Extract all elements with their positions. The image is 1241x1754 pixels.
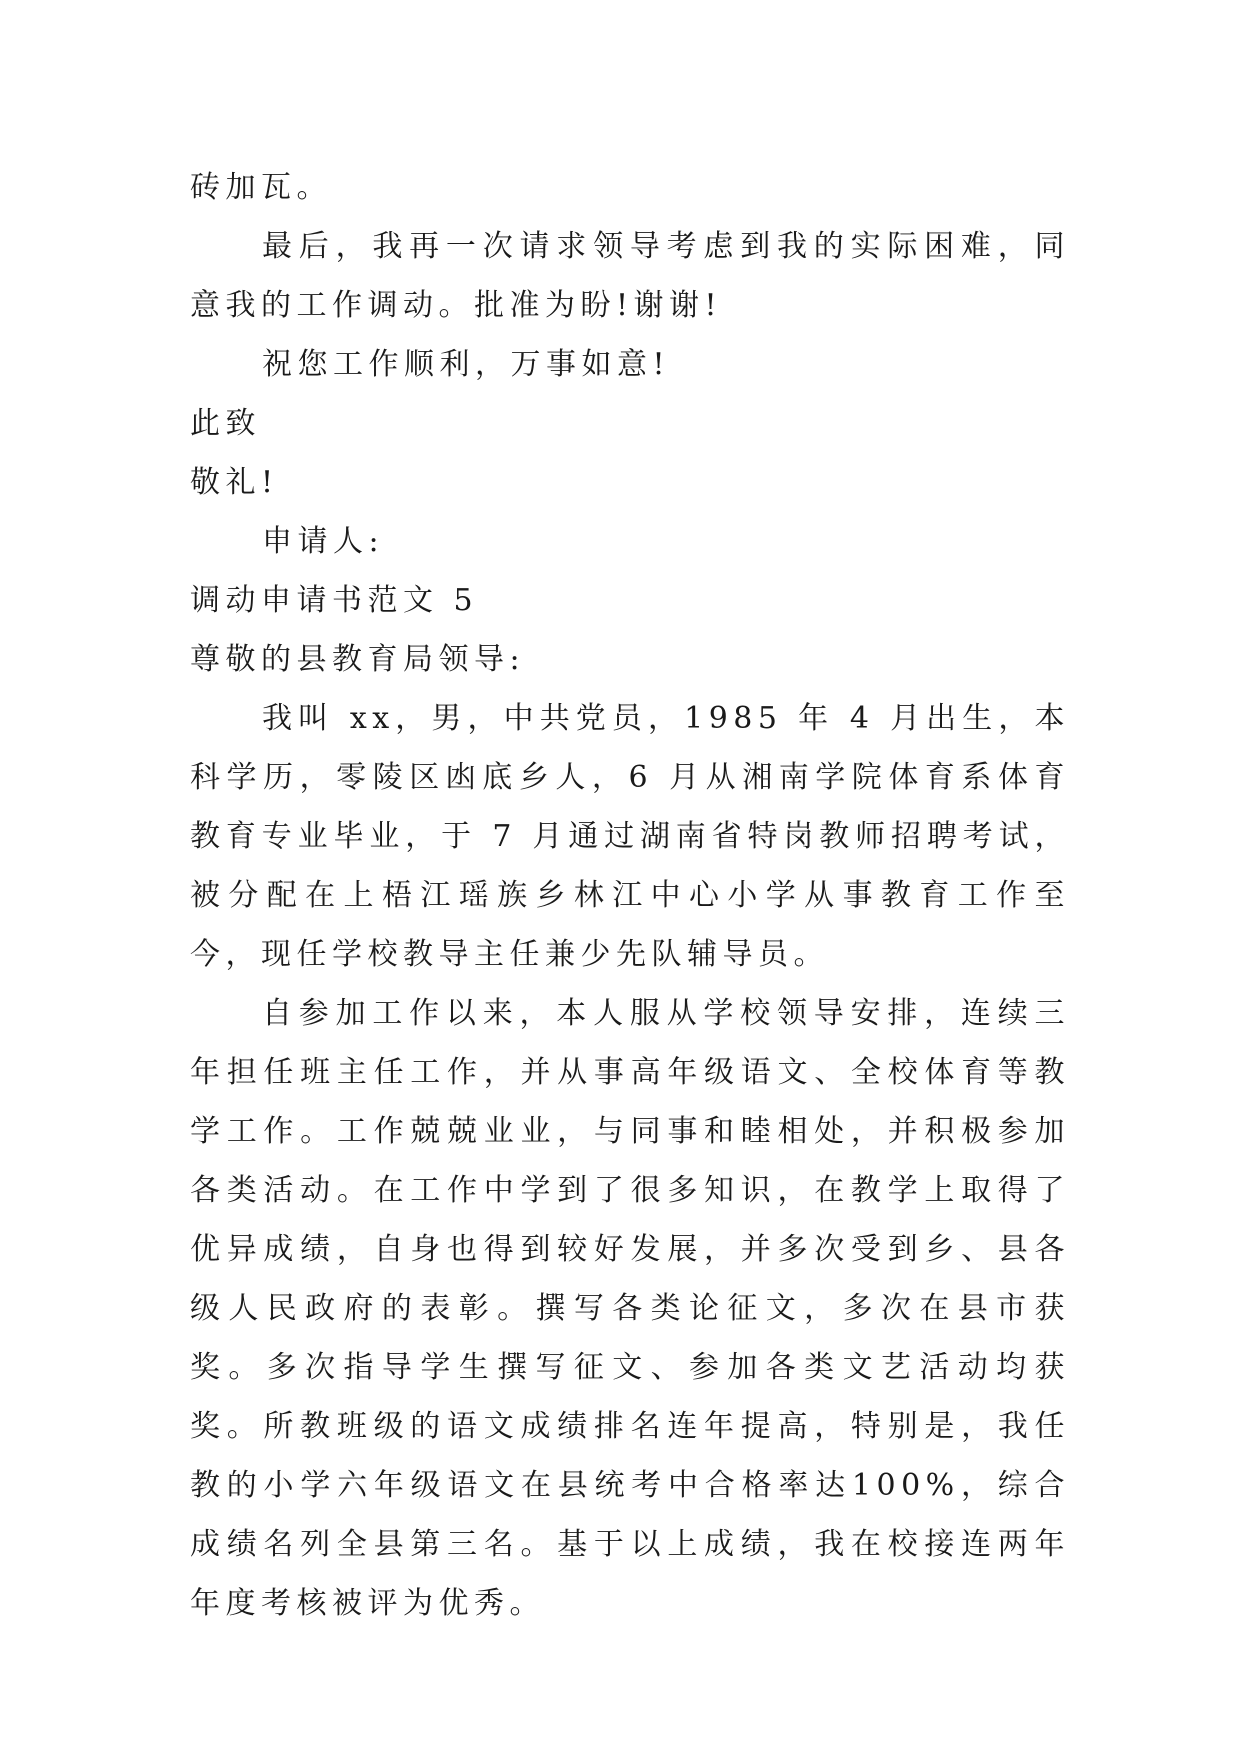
letter-greeting: 尊敬的县教育局领导: bbox=[190, 642, 526, 677]
paragraph-wishes: 祝您工作顺利，万事如意! bbox=[262, 347, 671, 382]
salutation-jingli: 敬礼! bbox=[190, 465, 279, 500]
paragraph-final-request: 最后，我再一次请求领导考虑到我的实际困难，同意我的工作调动。批准为盼!谢谢! bbox=[190, 229, 1070, 323]
paragraph-closing-fragment: 砖加瓦。 bbox=[190, 170, 332, 205]
salutation-cizhi: 此致 bbox=[190, 406, 261, 441]
document-body bbox=[190, 158, 1070, 1633]
paragraph-self-introduction: 我叫 xx，男，中共党员，1985 年 4 月出生，本科学历，零陵区凼底乡人，6 月从湘南学院体育系体育教育专业毕业，于 7 月通过湖南省特岗教师招聘考试，被分配在上梧江瑶族乡林江中心小学从事教育工作至今，现任学校教导主任兼少先队辅导员。 bbox=[190, 701, 1070, 972]
section-heading: 调动申请书范文 5 bbox=[190, 583, 479, 618]
paragraph-work-achievements: 自参加工作以来，本人服从学校领导安排，连续三年担任班主任工作，并从事高年级语文、全校体育等教学工作。工作兢兢业业，与同事和睦相处，并积极参加各类活动。在工作中学到了很多知识，在教学上取得了优异成绩，自身也得到较好发展，并多次受到乡、县各级人民政府的表彰。撰写各类论征文，多次在县市获奖。多次指导学生撰写征文、参加各类文艺活动均获奖。所教班级的语文成绩排名连年提高，特别是，我任教的小学六年级语文在县统考中合格率达100%，综合成绩名列全县第三名。基于以上成绩，我在校接连两年年度考核被评为优秀。 bbox=[190, 996, 1070, 1621]
applicant-signature-line: 申请人: bbox=[262, 524, 385, 559]
